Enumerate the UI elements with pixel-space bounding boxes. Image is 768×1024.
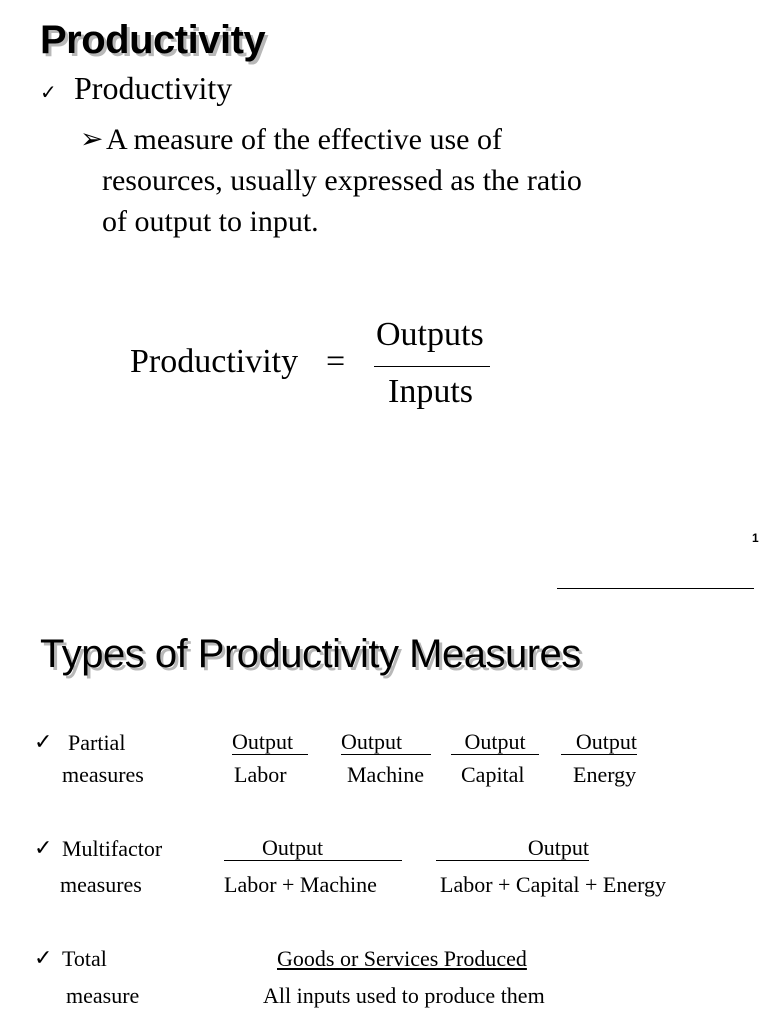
multifactor-output-2-num: Output: [436, 836, 589, 861]
fraction-bar: [374, 366, 490, 367]
slide1-title: Productivity: [40, 18, 266, 62]
partial-output-energy-num: Output: [561, 730, 637, 755]
partial-output-labor-num: Output: [232, 730, 308, 755]
formula-equals: =: [326, 343, 346, 380]
total-numerator: Goods or Services Produced: [277, 946, 527, 971]
multifactor-output-2-den: Labor + Capital + Energy: [440, 872, 667, 897]
total-label: Total: [62, 946, 107, 971]
bullet-productivity: Productivity: [74, 70, 233, 106]
partial-label: Partial: [68, 730, 126, 755]
checkmark-icon: ✓: [34, 835, 53, 860]
partial-output-machine-num: Output: [341, 730, 431, 755]
formula-productivity: Productivity: [130, 343, 299, 380]
partial-output-energy-den: Energy: [573, 762, 637, 787]
slide2-title: Types of Productivity Measures: [40, 632, 581, 676]
partial-output-capital-num: Output: [451, 730, 539, 755]
multifactor-output-1-num: Output: [224, 836, 402, 861]
footer-rule: [557, 588, 754, 589]
checkmark-icon: ✓: [34, 945, 53, 970]
formula-numerator: Outputs: [376, 316, 484, 353]
checkmark-icon: ✓: [34, 729, 53, 754]
definition-line-2: resources, usually expressed as the ratio: [102, 164, 582, 197]
partial-output-machine-den: Machine: [347, 762, 424, 787]
definition-text: [102, 119, 582, 242]
multifactor-label-2: measures: [60, 872, 142, 897]
total-label-2: measure: [66, 983, 140, 1008]
definition-line-3: of output to input.: [102, 205, 319, 238]
multifactor-label: Multifactor: [62, 836, 163, 861]
page-number: 1: [752, 531, 759, 545]
total-denominator: All inputs used to produce them: [263, 983, 545, 1008]
partial-output-capital-den: Capital: [461, 762, 525, 787]
formula-denominator: Inputs: [388, 373, 473, 410]
partial-output-labor-den: Labor: [234, 762, 287, 787]
checkmark-icon: ✓: [40, 82, 57, 104]
arrow-bullet-icon: ➢: [80, 124, 104, 155]
definition-line-1: A measure of the effective use of: [106, 123, 502, 156]
multifactor-output-1-den: Labor + Machine: [224, 872, 377, 897]
partial-label-2: measures: [62, 762, 144, 787]
